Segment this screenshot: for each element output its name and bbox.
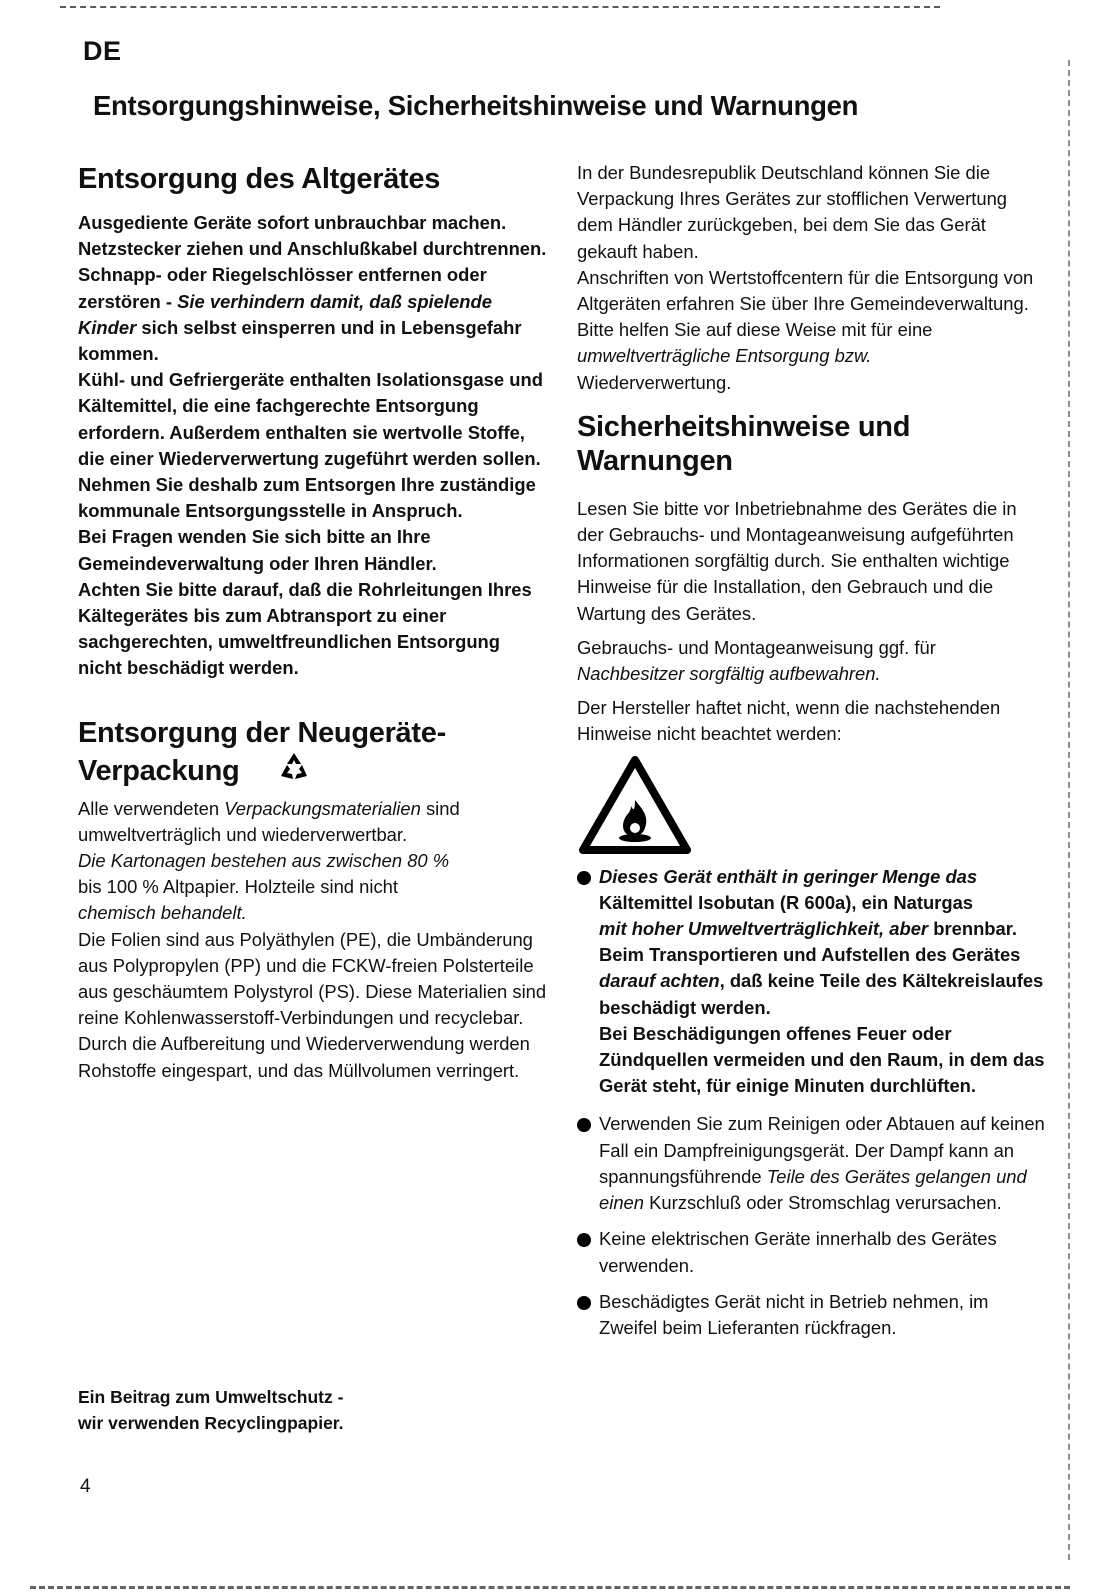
list-item: Keine elektrischen Geräte innerhalb des Gerätes verwenden. — [577, 1226, 1047, 1278]
list-item: Beschädigtes Gerät nicht in Betrieb nehmen, im Zweifel beim Lieferanten rückfragen. — [577, 1289, 1047, 1341]
page-number: 4 — [80, 1476, 91, 1497]
left-column — [78, 162, 548, 1084]
scan-right-edge — [1068, 60, 1070, 1560]
language-code: DE — [83, 36, 122, 66]
recycling-paper-note: Ein Beitrag zum Umweltschutz - wir verwenden Recyclingpapier. — [78, 1387, 344, 1433]
page-title: Entsorgungshinweise, Sicherheitshinweise und Warnungen — [93, 90, 859, 121]
paragraph: Lesen Sie bitte vor Inbetriebnahme des Gerätes die in der Gebrauchs- und Montageanweisung aufgeführten Informationen sorgfältig durch. Sie enthalten wichtige Hinweise für die Installation, den Gebrauch und die Wartung des Gerätes. — [577, 497, 1017, 624]
paragraph: Gebrauchs- und Montageanweisung ggf. für Nachbesitzer sorgfältig aufbewahren. — [577, 636, 936, 685]
paragraph: Ausgediente Geräte sofort unbrauchbar machen. Netzstecker ziehen und Anschlußkabel durchtrennen. Schnapp- oder Riegelschlösser entfernen oder zerstören - Sie verhindern damit, daß spielende Kinder sich selbst einsperren und in Lebensgefahr kommen. — [78, 212, 547, 365]
paragraph: Bei Fragen wenden Sie sich bitte an Ihre Gemeindeverwaltung oder Ihren Händler. — [78, 526, 437, 574]
paragraph: Achten Sie bitte darauf, daß die Rohrleitungen Ihres Kältegerätes bis zum Abtransport zu einer sachgerechten, umweltfreundlichen Entsorgung nicht beschädigt werden. — [78, 578, 532, 679]
scan-top-edge — [60, 6, 940, 8]
section-heading-safety: Sicherheitshinweise und Warnungen — [577, 410, 911, 477]
list-item: Dieses Gerät enthält in geringer Menge das Kältemittel Isobutan (R 600a), ein Naturgas mit hoher Umweltverträglichkeit, aber brennbar. Beim Transportieren und Aufstellen des Gerätes darauf achten, daß keine Teile des Kältekreislaufes beschädigt werden. Bei Beschädigungen offenes Feuer oder Zündquellen vermeiden und den Raum, in dem das Gerät steht, für einige Minuten durchlüften. — [577, 864, 1047, 1100]
bullet-icon — [577, 1296, 591, 1310]
bullet-icon — [577, 1118, 591, 1132]
paragraph: Die Folien sind aus Polyäthylen (PE), die Umbänderung aus Polypropylen (PP) und die FCKW-freien Polsterteile aus geschäumtem Polystyrol (PS). Diese Materialien sind reine Kohlenwasserstoff-Verbindungen und recyclebar. Durch die Aufbereitung und Wiederverwendung werden Rohstoffe eingespart, und das Müllvolumen verringert. — [78, 928, 547, 1081]
paragraph: Der Hersteller haftet nicht, wenn die nachstehenden Hinweise nicht beachtet werden: — [577, 697, 1001, 745]
paragraph: Bitte helfen Sie auf diese Weise mit für eine umweltverträgliche Entsorgung bzw. Wiederverwertung. — [577, 319, 933, 393]
paragraph: Alle verwendeten Verpackungsmaterialien sind umweltverträglich und wiederverwertbar. Die Kartonagen bestehen aus zwischen 80 % bis 100 % Altpapier. Holzteile sind nicht chemisch behandelt. — [78, 797, 460, 924]
bullet-icon — [577, 1233, 591, 1247]
paragraph: Anschriften von Wertstoffcentern für die Entsorgung von Altgeräten erfahren Sie über Ihre Gemeindeverwaltung. — [577, 266, 1034, 315]
recycling-icon — [277, 750, 311, 784]
section-heading-disposal-packaging: Entsorgung der Neugeräte- Verpackung — [78, 716, 446, 787]
section-heading-disposal-old: Entsorgung des Altgerätes — [78, 163, 441, 195]
paragraph: Kühl- und Gefriergeräte enthalten Isolationsgase und Kältemittel, die eine fachgerechte Entsorgung erfordern. Außerdem enthalten sie wertvolle Stoffe, die einer Wiederverwertung zugeführt werden sollen. Nehmen Sie deshalb zum Entsorgen Ihre zuständige kommunale Entsorgungsstelle in Anspruch. — [78, 369, 543, 522]
list-item: Verwenden Sie zum Reinigen oder Abtauen auf keinen Fall ein Dampfreinigungsgerät. Der Dampf kann an spannungsführende Teile des Gerätes gelangen und einen Kurzschluß oder Stromschlag verursachen. — [577, 1111, 1047, 1216]
scan-bottom-edge — [30, 1586, 1070, 1589]
right-column — [577, 160, 1047, 1341]
bullet-icon — [577, 871, 591, 885]
paragraph: In der Bundesrepublik Deutschland können Sie die Verpackung Ihres Gerätes zur stofflichen Verwertung dem Händler zurückgeben, bei dem Sie das Gerät gekauft haben. — [577, 162, 1008, 262]
flammable-warning-icon — [579, 756, 691, 854]
